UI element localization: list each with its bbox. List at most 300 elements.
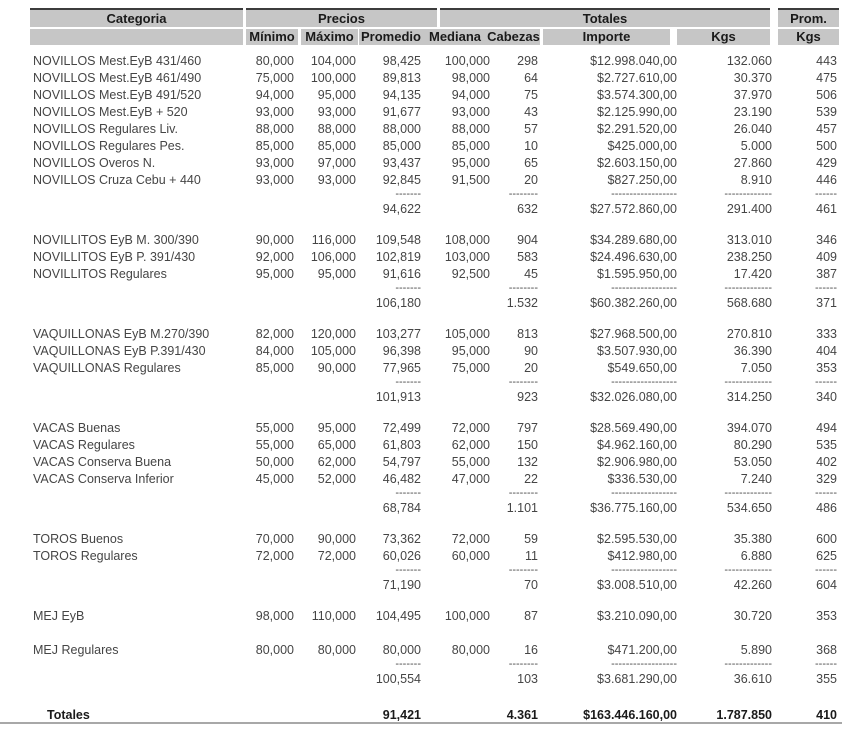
table-row [30, 137, 838, 154]
subtotal-minimo [243, 388, 296, 405]
cell-promedio: 77,965 [382, 360, 421, 375]
subtotal-row [30, 499, 838, 516]
cell-categoria: NOVILLOS Mest.EyB 461/490 [33, 70, 202, 85]
subtotal-spacer [30, 499, 243, 516]
table-row [30, 547, 838, 564]
cell-cabezas: 22 [524, 471, 538, 486]
gap-cell [30, 687, 838, 701]
cell-promedio: 72,499 [382, 420, 421, 435]
cell-mediana: 108,000 [444, 232, 490, 247]
separator-row [30, 376, 838, 388]
cell-prom-kgs: 409 [816, 249, 837, 264]
empty-cell [774, 624, 838, 641]
cell-importe: $3.210.090,00 [597, 608, 677, 623]
group-gap [30, 516, 838, 530]
group-gap [30, 593, 838, 607]
subtotal-prom-kgs: 461 [816, 201, 837, 216]
cell-cabezas: 797 [517, 420, 538, 435]
cell-maximo: 72,000 [317, 548, 356, 563]
dash-prom-kgs: ------ [815, 282, 837, 294]
subtotal-promedio: 94,622 [382, 201, 421, 216]
subtotal-importe: $32.026.080,00 [590, 389, 677, 404]
cell-kgs: 313.010 [726, 232, 772, 247]
cell-minimo: 92,000 [255, 249, 294, 264]
cell-importe: $2.603.150,00 [597, 155, 677, 170]
cell-cabezas: 87 [524, 608, 538, 623]
table-row [30, 453, 838, 470]
gap-cell [30, 217, 838, 231]
table-row [30, 231, 838, 248]
cell-prom-kgs: 443 [816, 53, 837, 68]
cell-promedio: 94,135 [382, 87, 421, 102]
subtotal-prom-kgs: 340 [816, 389, 837, 404]
subtotal-kgs: 291.400 [726, 201, 772, 216]
cell-importe: $336.530,00 [607, 471, 677, 486]
group-gap [30, 311, 838, 325]
cell-minimo: 55,000 [255, 420, 294, 435]
cell-categoria: TOROS Regulares [33, 548, 138, 563]
subtotal-kgs: 314.250 [726, 389, 772, 404]
dash-kgs: ------------- [724, 282, 772, 294]
dash-mediana [423, 376, 491, 388]
cell-minimo: 55,000 [255, 437, 294, 452]
subtotal-mediana [423, 388, 491, 405]
subtotal-importe: $36.775.160,00 [590, 500, 677, 515]
subtotal-mediana [423, 576, 491, 593]
cell-promedio: 98,425 [382, 53, 421, 68]
cell-importe: $1.595.950,00 [597, 266, 677, 281]
cell-prom-kgs: 346 [816, 232, 837, 247]
cell-cabezas: 583 [517, 249, 538, 264]
subtotal-spacer [30, 388, 243, 405]
cell-cabezas: 20 [524, 360, 538, 375]
cell-minimo: 80,000 [255, 53, 294, 68]
empty-cell [296, 624, 358, 641]
cell-prom-kgs: 353 [816, 360, 837, 375]
cell-mediana: 91,500 [451, 172, 490, 187]
cell-maximo: 80,000 [317, 642, 356, 657]
dash-importe: ------------------ [611, 658, 677, 670]
cell-categoria: NOVILLOS Cruza Cebu + 440 [33, 172, 201, 187]
header-precios-group: Precios [246, 8, 437, 27]
subtotal-promedio: 71,190 [382, 577, 421, 592]
cell-importe: $2.291.520,00 [597, 121, 677, 136]
cell-cabezas: 75 [524, 87, 538, 102]
dash-minimo [243, 376, 296, 388]
cell-promedio: 92,845 [382, 172, 421, 187]
cell-promedio: 54,797 [382, 454, 421, 469]
cell-minimo: 98,000 [255, 608, 294, 623]
cell-maximo: 62,000 [317, 454, 356, 469]
cell-mediana: 72,000 [451, 531, 490, 546]
dash-importe: ------------------ [611, 282, 677, 294]
cell-promedio: 96,398 [382, 343, 421, 358]
totals-prom-kgs: 410 [816, 707, 837, 722]
cell-promedio: 60,026 [382, 548, 421, 563]
cell-categoria: MEJ EyB [33, 608, 85, 623]
cell-mediana: 103,000 [444, 249, 490, 264]
subtotal-kgs: 42.260 [733, 577, 772, 592]
table-row [30, 103, 838, 120]
dash-importe: ------------------ [611, 376, 677, 388]
header-promedio: Promedio [359, 29, 423, 45]
cell-maximo: 95,000 [317, 87, 356, 102]
cell-maximo: 95,000 [317, 266, 356, 281]
cell-mediana: 60,000 [451, 548, 490, 563]
header-importe: Importe [543, 29, 670, 45]
bottom-divider [0, 722, 842, 724]
header-prom-kgs: Kgs [778, 29, 839, 45]
table-row [30, 120, 838, 137]
separator-row [30, 282, 838, 294]
cell-categoria: VAQUILLONAS EyB M.270/390 [33, 326, 210, 341]
dash-promedio: ------- [395, 487, 421, 499]
dash-importe: ------------------ [611, 564, 677, 576]
dash-kgs: ------------- [724, 487, 772, 499]
cell-kgs: 7.050 [740, 360, 772, 375]
dash-cabezas: -------- [508, 564, 538, 576]
cell-minimo: 75,000 [255, 70, 294, 85]
totals-maximo [296, 706, 358, 723]
dash-mediana [423, 282, 491, 294]
cell-kgs: 27.860 [733, 155, 772, 170]
dash-prom-kgs: ------ [815, 564, 837, 576]
cell-cabezas: 45 [524, 266, 538, 281]
cell-kgs: 80.290 [733, 437, 772, 452]
cell-minimo: 80,000 [255, 642, 294, 657]
subtotal-minimo [243, 670, 296, 687]
header-categoria: Categoria [30, 8, 243, 27]
cell-prom-kgs: 333 [816, 326, 837, 341]
dash-maximo [296, 188, 358, 200]
totals-cabezas: 4.361 [506, 707, 538, 722]
cell-categoria: VACAS Conserva Inferior [33, 471, 174, 486]
cell-mediana: 94,000 [451, 87, 490, 102]
subtotal-minimo [243, 576, 296, 593]
cell-minimo: 50,000 [255, 454, 294, 469]
totals-kgs: 1.787.850 [716, 707, 772, 722]
subtotal-mediana [423, 670, 491, 687]
table-row [30, 86, 838, 103]
cell-categoria: MEJ Regulares [33, 642, 119, 657]
header-prom: Prom. [778, 8, 839, 27]
cell-promedio: 85,000 [382, 138, 421, 153]
dash-mediana [423, 658, 491, 670]
cell-kgs: 26.040 [733, 121, 772, 136]
dash-minimo [243, 564, 296, 576]
dash-spacer [30, 282, 243, 294]
cell-cabezas: 298 [517, 53, 538, 68]
subtotal-spacer [30, 576, 243, 593]
subtotal-promedio: 101,913 [375, 389, 421, 404]
cell-importe: $4.962.160,00 [597, 437, 677, 452]
subtotal-kgs: 534.650 [726, 500, 772, 515]
cell-prom-kgs: 500 [816, 138, 837, 153]
header-maximo: Máximo [301, 29, 358, 45]
cell-kgs: 6.880 [740, 548, 772, 563]
cell-importe: $2.125.990,00 [597, 104, 677, 119]
cell-mediana: 62,000 [451, 437, 490, 452]
header-kgs: Kgs [677, 29, 770, 45]
subtotal-spacer [30, 200, 243, 217]
dash-minimo [243, 188, 296, 200]
cell-importe: $3.507.930,00 [597, 343, 677, 358]
subtotal-maximo [296, 670, 358, 687]
subtotal-prom-kgs: 604 [816, 577, 837, 592]
cell-importe: $425.000,00 [607, 138, 677, 153]
subtotal-spacer [30, 294, 243, 311]
cell-kgs: 37.970 [733, 87, 772, 102]
gap-cell [30, 593, 838, 607]
cell-promedio: 103,277 [375, 326, 421, 341]
cell-cabezas: 59 [524, 531, 538, 546]
cell-kgs: 30.720 [733, 608, 772, 623]
table-row [30, 265, 838, 282]
subtotal-spacer [30, 670, 243, 687]
subtotal-mediana [423, 294, 491, 311]
cell-importe: $471.200,00 [607, 642, 677, 657]
gap-cell [30, 311, 838, 325]
table-row [30, 419, 838, 436]
dash-prom-kgs: ------ [815, 658, 837, 670]
table-row [30, 359, 838, 376]
cell-mediana: 88,000 [451, 121, 490, 136]
cell-maximo: 104,000 [310, 53, 356, 68]
cell-minimo: 70,000 [255, 531, 294, 546]
totals-importe: $163.446.160,00 [583, 707, 677, 722]
dash-importe: ------------------ [611, 188, 677, 200]
cell-importe: $2.595.530,00 [597, 531, 677, 546]
subtotal-row [30, 388, 838, 405]
subtotal-maximo [296, 388, 358, 405]
cell-mediana: 100,000 [444, 53, 490, 68]
cell-maximo: 97,000 [317, 155, 356, 170]
cell-cabezas: 813 [517, 326, 538, 341]
dash-minimo [243, 282, 296, 294]
cell-mediana: 95,000 [451, 343, 490, 358]
cell-minimo: 93,000 [255, 172, 294, 187]
cell-categoria: NOVILLOS Mest.EyB 431/460 [33, 53, 202, 68]
dash-spacer [30, 487, 243, 499]
cell-prom-kgs: 625 [816, 548, 837, 563]
totals-spacer: Totales [47, 707, 90, 722]
table-row [30, 342, 838, 359]
cell-cabezas: 904 [517, 232, 538, 247]
cell-maximo: 90,000 [317, 531, 356, 546]
cell-mediana: 47,000 [451, 471, 490, 486]
totals-mediana [423, 706, 491, 723]
table-row [30, 436, 838, 453]
cell-kgs: 17.420 [733, 266, 772, 281]
cell-promedio: 46,482 [382, 471, 421, 486]
cell-cabezas: 132 [517, 454, 538, 469]
cell-promedio: 88,000 [382, 121, 421, 136]
table-row [30, 641, 838, 658]
table-row [30, 52, 838, 69]
cell-cabezas: 150 [517, 437, 538, 452]
cell-maximo: 85,000 [317, 138, 356, 153]
cell-prom-kgs: 353 [816, 608, 837, 623]
cell-prom-kgs: 429 [816, 155, 837, 170]
subtotal-importe: $60.382.260,00 [590, 295, 677, 310]
cell-importe: $12.998.040,00 [590, 53, 677, 68]
cell-maximo: 106,000 [310, 249, 356, 264]
subtotal-promedio: 106,180 [375, 295, 421, 310]
dash-prom-kgs: ------ [815, 487, 837, 499]
cell-maximo: 100,000 [310, 70, 356, 85]
cell-prom-kgs: 446 [816, 172, 837, 187]
cell-prom-kgs: 457 [816, 121, 837, 136]
separator-row [30, 564, 838, 576]
subtotal-cabezas: 1.101 [506, 500, 538, 515]
subtotal-minimo [243, 200, 296, 217]
cell-maximo: 110,000 [311, 608, 356, 623]
cell-mediana: 85,000 [451, 138, 490, 153]
cell-mediana: 105,000 [444, 326, 490, 341]
cell-importe: $412.980,00 [607, 548, 677, 563]
cell-promedio: 102,819 [375, 249, 421, 264]
cell-prom-kgs: 404 [816, 343, 837, 358]
subtotal-row [30, 294, 838, 311]
subtotal-cabezas: 1.532 [506, 295, 538, 310]
subtotal-maximo [296, 576, 358, 593]
cell-maximo: 52,000 [317, 471, 356, 486]
cell-mediana: 95,000 [451, 155, 490, 170]
cell-prom-kgs: 600 [816, 531, 837, 546]
cell-minimo: 93,000 [255, 104, 294, 119]
subtotal-importe: $3.681.290,00 [597, 671, 677, 686]
cell-importe: $2.727.610,00 [597, 70, 677, 85]
cell-maximo: 95,000 [317, 420, 356, 435]
subtotal-mediana [423, 499, 491, 516]
dash-promedio: ------- [395, 376, 421, 388]
cell-categoria: NOVILLOS Mest.EyB 491/520 [33, 87, 202, 102]
header-totales-group: Totales [440, 8, 770, 27]
cell-minimo: 85,000 [255, 138, 294, 153]
dash-cabezas: -------- [508, 658, 538, 670]
empty-cell [30, 624, 243, 641]
cell-minimo: 95,000 [255, 266, 294, 281]
subtotal-row [30, 576, 838, 593]
cell-promedio: 93,437 [382, 155, 421, 170]
subtotal-row [30, 670, 838, 687]
cell-categoria: VACAS Conserva Buena [33, 454, 172, 469]
dash-mediana [423, 188, 491, 200]
table-row [30, 325, 838, 342]
table-row [30, 607, 838, 624]
subtotal-minimo [243, 499, 296, 516]
cell-importe: $549.650,00 [607, 360, 677, 375]
cell-promedio: 91,677 [382, 104, 421, 119]
cell-kgs: 30.370 [733, 70, 772, 85]
cell-categoria: NOVILLOS Overos N. [33, 155, 156, 170]
gap-cell [30, 516, 838, 530]
cell-minimo: 90,000 [255, 232, 294, 247]
cell-importe: $2.906.980,00 [597, 454, 677, 469]
cell-mediana: 80,000 [451, 642, 490, 657]
cell-maximo: 65,000 [317, 437, 356, 452]
cell-mediana: 75,000 [451, 360, 490, 375]
cell-mediana: 98,000 [451, 70, 490, 85]
empty-cell [243, 624, 296, 641]
header-minimo: Mínimo [246, 29, 298, 45]
cell-cabezas: 11 [525, 548, 538, 563]
cell-kgs: 7.240 [740, 471, 772, 486]
subtotal-importe: $27.572.860,00 [590, 201, 677, 216]
cell-minimo: 72,000 [255, 548, 294, 563]
cell-prom-kgs: 475 [816, 70, 837, 85]
cell-maximo: 88,000 [317, 121, 356, 136]
cell-prom-kgs: 539 [816, 104, 837, 119]
table-row [30, 171, 838, 188]
subtotal-promedio: 68,784 [382, 500, 421, 515]
cell-prom-kgs: 506 [816, 87, 837, 102]
cell-minimo: 84,000 [255, 343, 294, 358]
cell-importe: $3.574.300,00 [597, 87, 677, 102]
cell-kgs: 5.890 [740, 642, 772, 657]
empty-cell [491, 624, 540, 641]
separator-row [30, 188, 838, 200]
subtotal-minimo [243, 294, 296, 311]
cell-cabezas: 90 [524, 343, 538, 358]
dash-maximo [296, 282, 358, 294]
cell-mediana: 93,000 [451, 104, 490, 119]
dash-maximo [296, 658, 358, 670]
cell-cabezas: 65 [524, 155, 538, 170]
cell-kgs: 394.070 [726, 420, 772, 435]
cell-maximo: 93,000 [317, 104, 356, 119]
cell-categoria: NOVILLOS Regulares Liv. [33, 121, 178, 136]
table-row [30, 530, 838, 547]
header-categoria-spacer [30, 29, 243, 45]
dash-kgs: ------------- [724, 658, 772, 670]
cell-kgs: 8.910 [740, 172, 772, 187]
cell-kgs: 23.190 [733, 104, 772, 119]
cell-maximo: 93,000 [317, 172, 356, 187]
dash-kgs: ------------- [724, 188, 772, 200]
table-row [30, 248, 838, 265]
cell-minimo: 88,000 [255, 121, 294, 136]
group-gap [30, 405, 838, 419]
cell-kgs: 5.000 [740, 138, 772, 153]
dash-spacer [30, 658, 243, 670]
dash-promedio: ------- [395, 658, 421, 670]
cell-maximo: 105,000 [310, 343, 356, 358]
dash-prom-kgs: ------ [815, 188, 837, 200]
dash-kgs: ------------- [724, 376, 772, 388]
report-table-body [30, 52, 838, 723]
cell-cabezas: 20 [524, 172, 538, 187]
subtotal-maximo [296, 200, 358, 217]
dash-minimo [243, 658, 296, 670]
separator-row [30, 658, 838, 670]
cell-maximo: 120,000 [310, 326, 356, 341]
cell-minimo: 94,000 [255, 87, 294, 102]
cell-categoria: VAQUILLONAS Regulares [33, 360, 181, 375]
empty-cell [540, 624, 679, 641]
dash-spacer [30, 188, 243, 200]
cell-kgs: 53.050 [733, 454, 772, 469]
cell-categoria: VAQUILLONAS EyB P.391/430 [33, 343, 206, 358]
group-gap [30, 217, 838, 231]
header-cabezas: Cabezas [487, 29, 540, 44]
dash-promedio: ------- [395, 282, 421, 294]
totals-promedio: 91,421 [382, 707, 421, 722]
empty-cell [358, 624, 423, 641]
cell-mediana: 72,000 [451, 420, 490, 435]
subtotal-maximo [296, 294, 358, 311]
cell-kgs: 238.250 [726, 249, 772, 264]
